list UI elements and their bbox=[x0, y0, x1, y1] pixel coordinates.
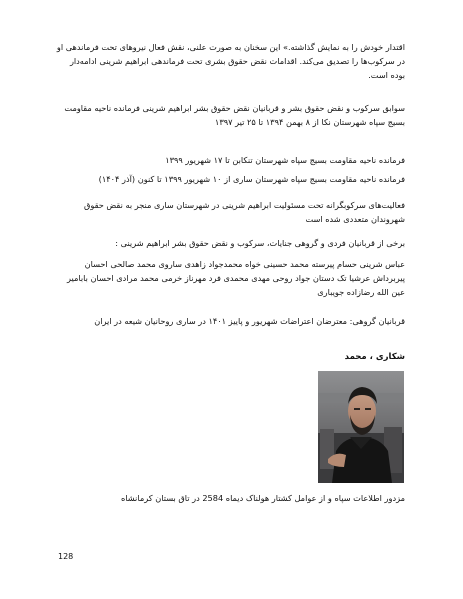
group-victims-paragraph: قربانیان گروهی: معترضان اعتراضات شهریور و پاییز ۱۴۰۱ در ساری روحانیان شیعه در ایران bbox=[94, 316, 405, 326]
tonekabon-paragraph: فرمانده ناحیه مقاومت بسیج سپاه شهرستان تنکابن تا ۱۷ شهریور ۱۳۹۹ bbox=[165, 155, 405, 165]
victims-heading: برخی از قربانیان فردی و گروهی جنایات، سرکوب و نقض حقوق بشر ابراهیم شرینی : bbox=[115, 238, 405, 248]
photo-caption: مزدور اطلاعات سپاه و از عوامل کشتار هولناک دیماه 2584 در تاق بستان کرمانشاه bbox=[120, 493, 405, 503]
record-paragraph: سوابق سرکوب و نقض حقوق بشر و قربانیان نقض حقوق بشر ابراهیم شرینی فرمانده ناحیه مقاومت بسیج سپاه شهرستان نکا از ۸ بهمن ۱۳۹۴ تا ۲۵ تیر ۱۳۹۷ bbox=[64, 103, 405, 127]
person-photo bbox=[318, 371, 404, 483]
person-name: شکاری ، محمد bbox=[344, 352, 405, 362]
page-number: 128 bbox=[58, 552, 74, 561]
activities-paragraph: فعالیت‌های سرکوبگرانه تحت مسئولیت ابراهیم شرینی در شهرستان ساری منجر به نقض حقوق شهروندان متعددی شده است bbox=[84, 200, 405, 224]
victims-list: عباس شرینی حسام پیرسته محمد حسینی خواه محمدجواد زاهدی ساروی محمد صالحی احسان پیربرداش عرشیا تک دستان جواد روحی مهدی محمدی فرد مهرناز خرمی محمد مرادی احسان بابامیر عین الله رضازاده جویباری bbox=[67, 259, 405, 297]
sari-paragraph: فرمانده ناحیه مقاومت بسیج سپاه شهرستان ساری از ۱۰ شهریور ۱۳۹۹ تا کنون (آذر ۱۴۰۴) bbox=[98, 174, 405, 184]
intro-paragraph: اقتدار خودش را به نمایش گذاشته.» این سخنان به صورت علنی، نقش فعال نیروهای تحت فرماندهی او در سرکوب‌ها را تصدیق می‌کند. اقدامات نقض حقوق بشری تحت فرماندهی ابراهیم شرینی ادامه‌دار بوده است. bbox=[56, 42, 405, 80]
